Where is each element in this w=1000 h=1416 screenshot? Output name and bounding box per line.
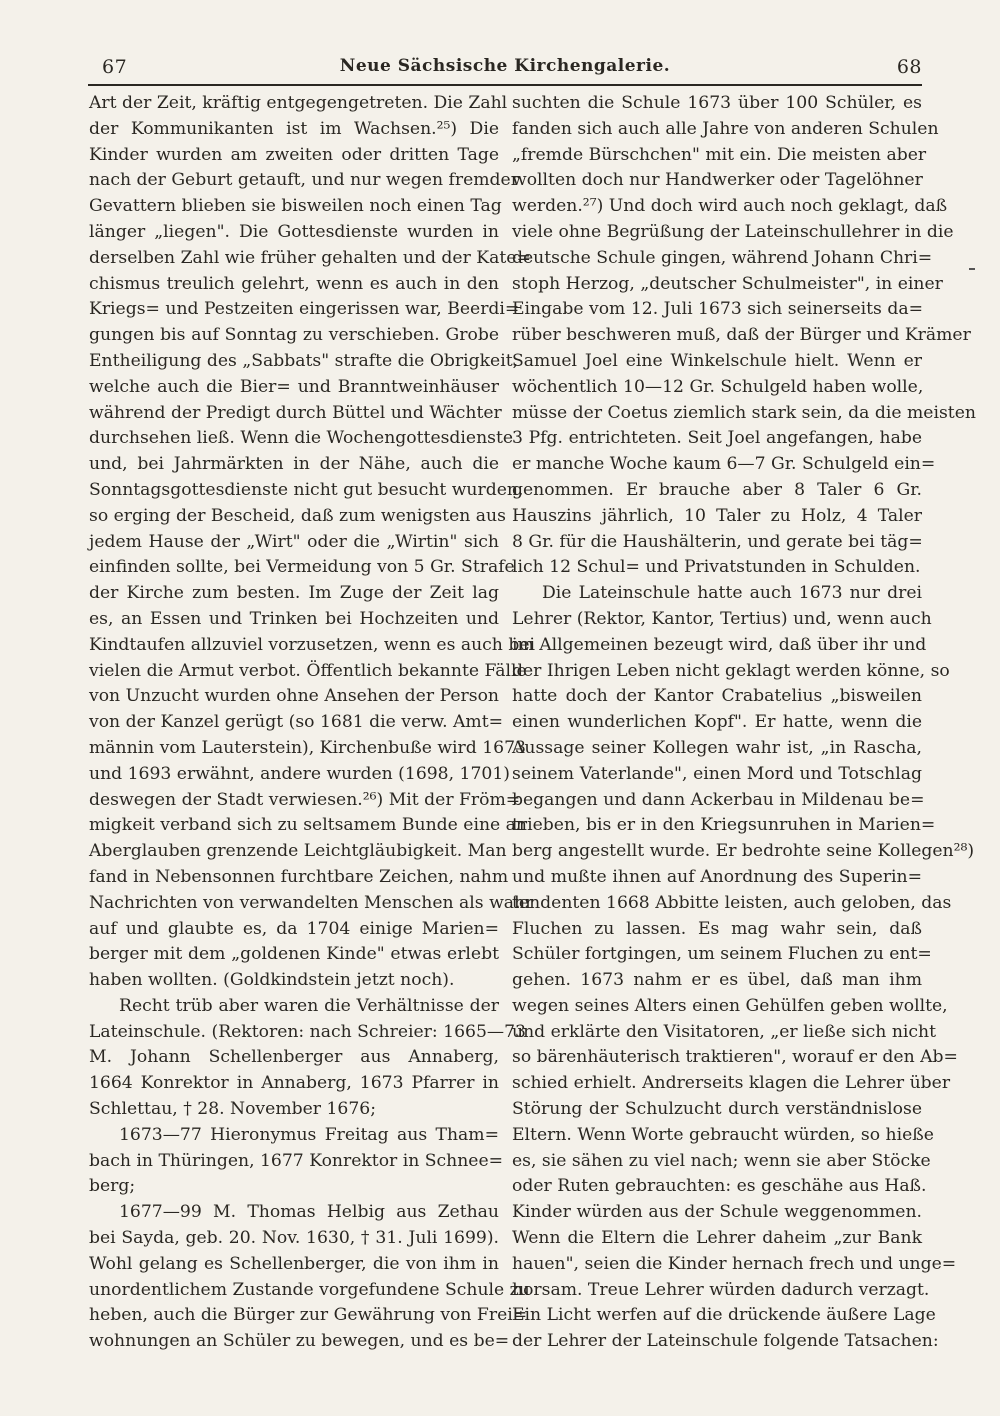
text-line: wöchentlich 10—12 Gr. Schulgeld haben wolle, <box>512 376 924 397</box>
text-line: vielen die Armut verbot. Öffentlich bekannte Fälle <box>89 660 527 681</box>
margin-mark <box>969 268 975 270</box>
right-column <box>512 91 976 1355</box>
text-line: berger mit dem „goldenen Kinde" etwas erlebt <box>89 944 499 965</box>
text-line: migkeit verband sich zu seltsamem Bunde eine an <box>89 815 527 836</box>
text-line: lich 12 Schul= und Privatstunden in Schulden. <box>512 557 921 578</box>
text-line: der Kirche zum besten. Im Zuge der Zeit lag <box>89 583 499 604</box>
running-header <box>88 54 922 84</box>
text-line: 8 Gr. für die Haushälterin, und gerate bei täg= <box>512 531 923 552</box>
text-line: männin vom Lauterstein), Kirchenbuße wird 1673 <box>89 737 526 758</box>
text-line: Wohl gelang es Schellenberger, die von ihm in <box>89 1253 499 1274</box>
text-line: einen wunderlichen Kopf". Er hatte, wenn die <box>512 712 922 733</box>
text-line: bei Sayda, geb. 20. Nov. 1630, † 31. Juli 1699). <box>89 1228 499 1249</box>
text-line: deswegen der Stadt verwiesen.²⁶) Mit der Fröm= <box>89 789 521 810</box>
text-line: im Allgemeinen bezeugt wird, daß über ihr und <box>512 634 927 655</box>
text-line: Aberglauben grenzende Leichtgläubigkeit. Man <box>89 841 507 862</box>
text-line: Eingabe vom 12. Juli 1673 sich seinerseits da= <box>512 299 923 320</box>
text-line: Die Lateinschule hatte auch 1673 nur drei <box>542 583 922 604</box>
text-line: horsam. Treue Lehrer würden dadurch verzagt. <box>512 1279 930 1300</box>
text-line: wollten doch nur Handwerker oder Tagelöhner <box>512 170 923 191</box>
text-line: fand in Nebensonnen furchtbare Zeichen, nahm <box>89 866 509 887</box>
text-line: länger „liegen". Die Gottesdienste wurden in <box>89 221 499 242</box>
text-line: gungen bis auf Sonntag zu verschieben. Grobe <box>89 325 499 346</box>
text-line: es, sie sähen zu viel nach; wenn sie aber Stöcke <box>512 1150 931 1171</box>
text-line: müsse der Coetus ziemlich stark sein, da die meisten <box>512 402 976 423</box>
text-line: Wenn die Eltern die Lehrer daheim „zur Bank <box>512 1228 922 1249</box>
text-line: gehen. 1673 nahm er es übel, daß man ihm <box>512 970 922 991</box>
text-line: deutsche Schule gingen, während Johann Chri= <box>512 247 933 268</box>
text-line: tendenten 1668 Abbitte leisten, auch geloben, das <box>512 892 952 913</box>
text-line: berg; <box>89 1176 136 1197</box>
text-line: von Unzucht wurden ohne Ansehen der Person <box>89 686 499 707</box>
text-line: M. Johann Schellenberger aus Annaberg, <box>89 1047 499 1068</box>
text-line: Kinder würden aus der Schule weggenommen. <box>512 1202 922 1223</box>
text-line: Sonntagsgottesdienste nicht gut besucht wurden, <box>89 479 524 500</box>
text-line: begangen und dann Ackerbau in Mildenau be= <box>512 789 925 810</box>
text-line: Fluchen zu lassen. Es mag wahr sein, daß <box>512 918 922 939</box>
page-number-left: 67 <box>102 56 128 78</box>
text-line: genommen. Er brauche aber 8 Taler 6 Gr. <box>512 479 922 500</box>
text-line: Kriegs= und Pestzeiten eingerissen war, Beerdi= <box>89 299 520 320</box>
text-line: Ein Licht werfen auf die drückende äußere Lage <box>512 1305 936 1326</box>
text-line: und, bei Jahrmärkten in der Nähe, auch die <box>89 454 499 475</box>
text-line: 1673—77 Hieronymus Freitag aus Tham= <box>119 1124 499 1145</box>
text-line: der Kommunikanten ist im Wachsen.²⁵) Die <box>89 118 499 139</box>
text-line: Lateinschule. (Rektoren: nach Schreier: 1665—73 <box>89 1021 526 1042</box>
text-line: wegen seines Alters einen Gehülfen geben wollte, <box>512 995 948 1016</box>
text-line: Kinder wurden am zweiten oder dritten Tage <box>89 144 499 165</box>
text-line: haben wollten. (Goldkindstein jetzt noch). <box>89 970 455 991</box>
text-line: Art der Zeit, kräftig entgegengetreten. Die Zahl <box>89 93 508 113</box>
text-line: schied erhielt. Andrerseits klagen die Lehrer über <box>512 1073 951 1094</box>
text-line: Kindtaufen allzuviel vorzusetzen, wenn es auch bei <box>89 634 536 655</box>
text-line: von der Kanzel gerügt (so 1681 die verw. Amt= <box>89 712 504 733</box>
text-line: hatte doch der Kantor Crabatelius „bisweilen <box>512 686 922 707</box>
text-line: derselben Zahl wie früher gehalten und der Kate= <box>89 247 531 268</box>
text-line: er manche Woche kaum 6—7 Gr. Schulgeld ein= <box>512 454 936 475</box>
text-line: „fremde Bürschchen" mit ein. Die meisten aber <box>512 144 927 165</box>
text-line: 1677—99 M. Thomas Helbig aus Zethau <box>119 1202 499 1223</box>
text-line: chismus treulich gelehrt, wenn es auch in den <box>89 273 499 294</box>
text-line: Schlettau, † 28. November 1676; <box>89 1099 377 1120</box>
text-line: Eltern. Wenn Worte gebraucht würden, so hieße <box>512 1124 934 1145</box>
text-line: fanden sich auch alle Jahre von anderen Schulen <box>512 118 939 139</box>
text-line: Hauszins jährlich, 10 Taler zu Holz, 4 Taler <box>512 505 922 526</box>
text-line: der Lehrer der Lateinschule folgende Tatsachen: <box>512 1331 939 1352</box>
left-column <box>89 91 536 1355</box>
text-line: wohnungen an Schüler zu bewegen, und es be= <box>89 1331 510 1352</box>
text-line: 1664 Konrektor in Annaberg, 1673 Pfarrer in <box>89 1073 499 1094</box>
text-line: jedem Hause der „Wirt" oder die „Wirtin" sich <box>89 531 499 552</box>
text-line: stoph Herzog, „deutscher Schulmeister", in einer <box>512 273 943 294</box>
text-line: werden.²⁷) Und doch wird auch noch geklagt, daß <box>512 196 948 217</box>
text-line: 3 Pfg. entrichteten. Seit Joel angefangen, habe <box>512 428 922 449</box>
text-line: nach der Geburt getauft, und nur wegen fremder <box>89 170 519 191</box>
page-number-right: 68 <box>896 56 922 78</box>
text-line: trieben, bis er in den Kriegsunruhen in Marien= <box>512 815 936 836</box>
text-line: berg angestellt wurde. Er bedrohte seine Kollegen²⁸) <box>512 841 975 862</box>
text-line: durchsehen ließ. Wenn die Wochengottesdienste <box>89 428 514 449</box>
text-line: oder Ruten gebrauchten: es geschähe aus Haß. <box>512 1176 927 1197</box>
text-line: der Ihrigen Leben nicht geklagt werden könne, so <box>512 660 950 681</box>
text-line: während der Predigt durch Büttel und Wächter <box>89 402 502 423</box>
text-line: und mußte ihnen auf Anordnung des Superin= <box>512 866 922 887</box>
text-line: auf und glaubte es, da 1704 einige Marien= <box>89 918 499 939</box>
text-line: Recht trüb aber waren die Verhältnisse der <box>119 995 499 1016</box>
text-line: Schüler fortgingen, um seinem Fluchen zu ent= <box>512 944 932 965</box>
text-line: es, an Essen und Trinken bei Hochzeiten und <box>89 608 499 629</box>
text-line: seinem Vaterlande", einen Mord und Totschlag <box>512 763 922 784</box>
text-line: Entheiligung des „Sabbats" strafte die Obrigkeit, <box>89 350 519 371</box>
text-line: unordentlichem Zustande vorgefundene Schule zu <box>89 1279 530 1300</box>
text-line: rüber beschweren muß, daß der Bürger und Krämer <box>512 325 971 346</box>
running-title: Neue Sächsische Kirchengalerie. <box>339 56 671 76</box>
text-line: Samuel Joel eine Winkelschule hielt. Wenn er <box>512 350 922 371</box>
text-line: hauen", seien die Kinder hernach frech und unge= <box>512 1253 957 1274</box>
text-line: so erging der Bescheid, daß zum wenigsten aus <box>89 505 506 526</box>
text-line: einfinden sollte, bei Vermeidung von 5 Gr. Strafe <box>89 557 515 578</box>
text-line: so bärenhäuterisch traktieren", worauf er den Ab= <box>512 1047 958 1068</box>
text-line: Aussage seiner Kollegen wahr ist, „in Rascha, <box>512 737 922 758</box>
text-line: viele ohne Begrüßung der Lateinschullehrer in die <box>512 221 954 242</box>
text-line: Störung der Schulzucht durch verständnislose <box>512 1099 922 1120</box>
header-rule <box>88 84 922 86</box>
text-line: welche auch die Bier= und Branntweinhäuser <box>89 376 499 397</box>
text-line: heben, auch die Bürger zur Gewährung von Frei= <box>89 1305 528 1326</box>
text-line: suchten die Schule 1673 über 100 Schüler, es <box>512 93 922 113</box>
text-line: Nachrichten von verwandelten Menschen als wahr <box>89 892 534 913</box>
text-line: und erklärte den Visitatoren, „er ließe sich nicht <box>512 1021 937 1042</box>
text-line: bach in Thüringen, 1677 Konrektor in Schnee= <box>89 1150 504 1171</box>
text-line: Lehrer (Rektor, Kantor, Tertius) und, wenn auch <box>512 608 932 629</box>
text-line: Gevattern blieben sie bisweilen noch einen Tag <box>89 196 502 217</box>
text-line: und 1693 erwähnt, andere wurden (1698, 1701) <box>89 763 510 784</box>
